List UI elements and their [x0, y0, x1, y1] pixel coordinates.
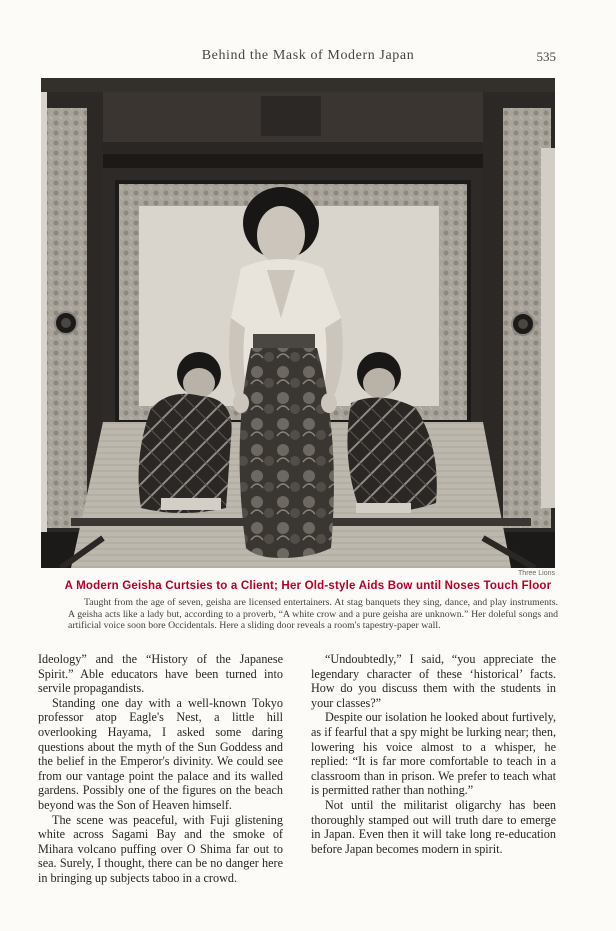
- caption-body: Taught from the age of seven, geisha are licensed entertainers. At stag banquets they sing, dance, and play instruments. A geisha acts like a lady but, according to a proverb, “A white crow and a pure geisha are unknown.” Her doleful songs and artificial voice soon bore Occidentals. Here a sliding door reveals a room's tapestry-paper wall.: [68, 597, 558, 631]
- page-header: [0, 48, 616, 68]
- photo-credit: Three Lions: [518, 570, 555, 577]
- paragraph: Standing one day with a well-known Tokyo professor atop Eagle's Nest, a little hill overlooking Hayama, I asked some daring questions about the myth of the Sun Goddess and the belief in the Emperor's divinity. We could see from our vantage point the palace and its walled gardens. Possibly one of the figures on the beach beyond was the Son of Heaven himself.: [38, 695, 283, 812]
- paragraph: Ideology” and the “History of the Japanese Spirit.” Able educators have been turned into servile propagandists.: [38, 652, 283, 696]
- paragraph: Despite our isolation he looked about furtively, as if fearful that a spy might be lurking near; then, lowering his voice almost to a whisper, he replied: “It is far more comfortable to teach in a classroom than in prison. We prefer to teach what is permitted rather than nothing.”: [311, 710, 556, 798]
- article-right-column: [311, 652, 556, 856]
- paragraph: “Undoubtedly,” I said, “you appreciate the legendary character of these ‘historical’ facts. How do you discuss them with the students in your classes?”: [311, 652, 556, 710]
- paragraph: Not until the militarist oligarchy has been thoroughly stamped out will truth dare to emerge in Japan. Even then it will take long re-education before Japan becomes modern in spirit.: [311, 797, 556, 856]
- caption-title: A Modern Geisha Curtsies to a Client; Her Old-style Aids Bow until Noses Touch Floor: [64, 580, 552, 592]
- running-title: Behind the Mask of Modern Japan: [201, 48, 415, 63]
- page-number: 535: [536, 49, 556, 64]
- paragraph: The scene was peaceful, with Fuji glistening white across Sagami Bay and the smoke of Mihara volcano puffing over O Shima far out to sea. Surely, I thought, there can be no danger here in bringing up subjects taboo in a crowd.: [38, 812, 283, 885]
- article-left-column: [38, 652, 283, 886]
- geisha-photograph: [41, 78, 555, 568]
